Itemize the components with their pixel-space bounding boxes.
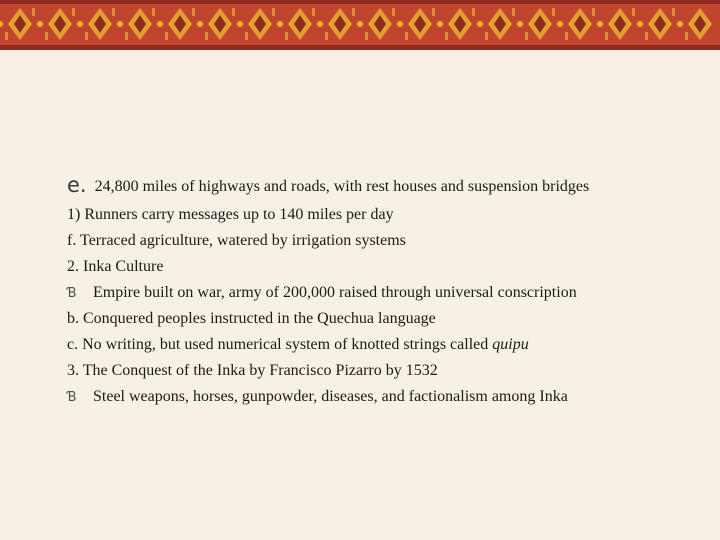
list-item-text: Steel weapons, horses, gunpowder, diseases, and factionalism among Inka	[93, 388, 568, 405]
banner-dot	[397, 21, 403, 27]
banner-tick	[232, 8, 235, 16]
banner-dot	[77, 21, 83, 27]
banner-top-stripe	[0, 0, 720, 4]
banner-tick	[245, 32, 248, 40]
list-marker: e.	[67, 173, 87, 197]
list-item-text: 2. Inka Culture	[67, 258, 164, 275]
banner-dot	[317, 21, 323, 27]
list-item	[67, 174, 589, 197]
list-item	[67, 283, 577, 304]
banner-tick	[645, 32, 648, 40]
bullet-arrow-icon: Ɓ	[67, 286, 77, 301]
banner-bottom-stripe	[0, 45, 720, 50]
banner-tick	[272, 8, 275, 16]
list-item-text: f. Terraced agriculture, watered by irrigation systems	[67, 232, 406, 249]
list-item-text: 24,800 miles of highways and roads, with rest houses and suspension bridges	[94, 178, 590, 195]
banner-tick	[5, 32, 8, 40]
banner-pattern	[0, 0, 720, 50]
banner-tick	[312, 8, 315, 16]
banner-dot	[437, 21, 443, 27]
banner-tick	[32, 8, 35, 16]
list-item-text: 1) Runners carry messages up to 140 miles per day	[67, 206, 394, 223]
banner-tick	[432, 8, 435, 16]
banner-tick	[685, 32, 688, 40]
section-heading	[67, 257, 163, 277]
banner-tick	[72, 8, 75, 16]
list-item-text: 3. The Conquest of the Inka by Francisco Pizarro by 1532	[67, 362, 438, 379]
list-item	[67, 335, 529, 355]
banner-tick	[352, 8, 355, 16]
banner-dot	[477, 21, 483, 27]
banner-tick	[285, 32, 288, 40]
banner-dot	[677, 21, 683, 27]
banner-tick	[565, 32, 568, 40]
banner-tick	[632, 8, 635, 16]
banner-dot	[277, 21, 283, 27]
banner-tick	[125, 32, 128, 40]
banner-tick	[365, 32, 368, 40]
banner-tick	[205, 32, 208, 40]
banner-dot	[117, 21, 123, 27]
banner-tick	[112, 8, 115, 16]
list-item	[67, 205, 394, 225]
banner-tick	[525, 32, 528, 40]
banner-dot	[197, 21, 203, 27]
banner-tick	[152, 8, 155, 16]
banner-tick	[672, 8, 675, 16]
banner-tick	[512, 8, 515, 16]
list-item-text: Empire built on war, army of 200,000 raised through universal conscription	[93, 284, 577, 301]
list-item-text: c. No writing, but used numerical system of knotted strings called	[67, 336, 493, 353]
banner-dot	[557, 21, 563, 27]
decorative-banner	[0, 0, 720, 50]
banner-tick	[45, 32, 48, 40]
banner-tick	[392, 8, 395, 16]
emphasis-term: quipu	[492, 336, 529, 353]
banner-tick	[592, 8, 595, 16]
banner-tick	[85, 32, 88, 40]
banner-tick	[405, 32, 408, 40]
list-item	[67, 309, 436, 329]
banner-tick	[325, 32, 328, 40]
list-item-text: b. Conquered peoples instructed in the Quechua language	[67, 310, 436, 327]
banner-tick	[192, 8, 195, 16]
banner-dot	[597, 21, 603, 27]
banner-tick	[605, 32, 608, 40]
list-item	[67, 387, 568, 408]
banner-dot	[237, 21, 243, 27]
list-item	[67, 231, 406, 251]
banner-dot	[357, 21, 363, 27]
banner-tick	[165, 32, 168, 40]
banner-tick	[552, 8, 555, 16]
bullet-arrow-icon: Ɓ	[67, 390, 77, 405]
banner-dot	[37, 21, 43, 27]
banner-dot	[517, 21, 523, 27]
banner-tick	[472, 8, 475, 16]
banner-dot	[637, 21, 643, 27]
section-heading	[67, 361, 438, 381]
banner-tick	[445, 32, 448, 40]
banner-tick	[485, 32, 488, 40]
banner-dot	[157, 21, 163, 27]
